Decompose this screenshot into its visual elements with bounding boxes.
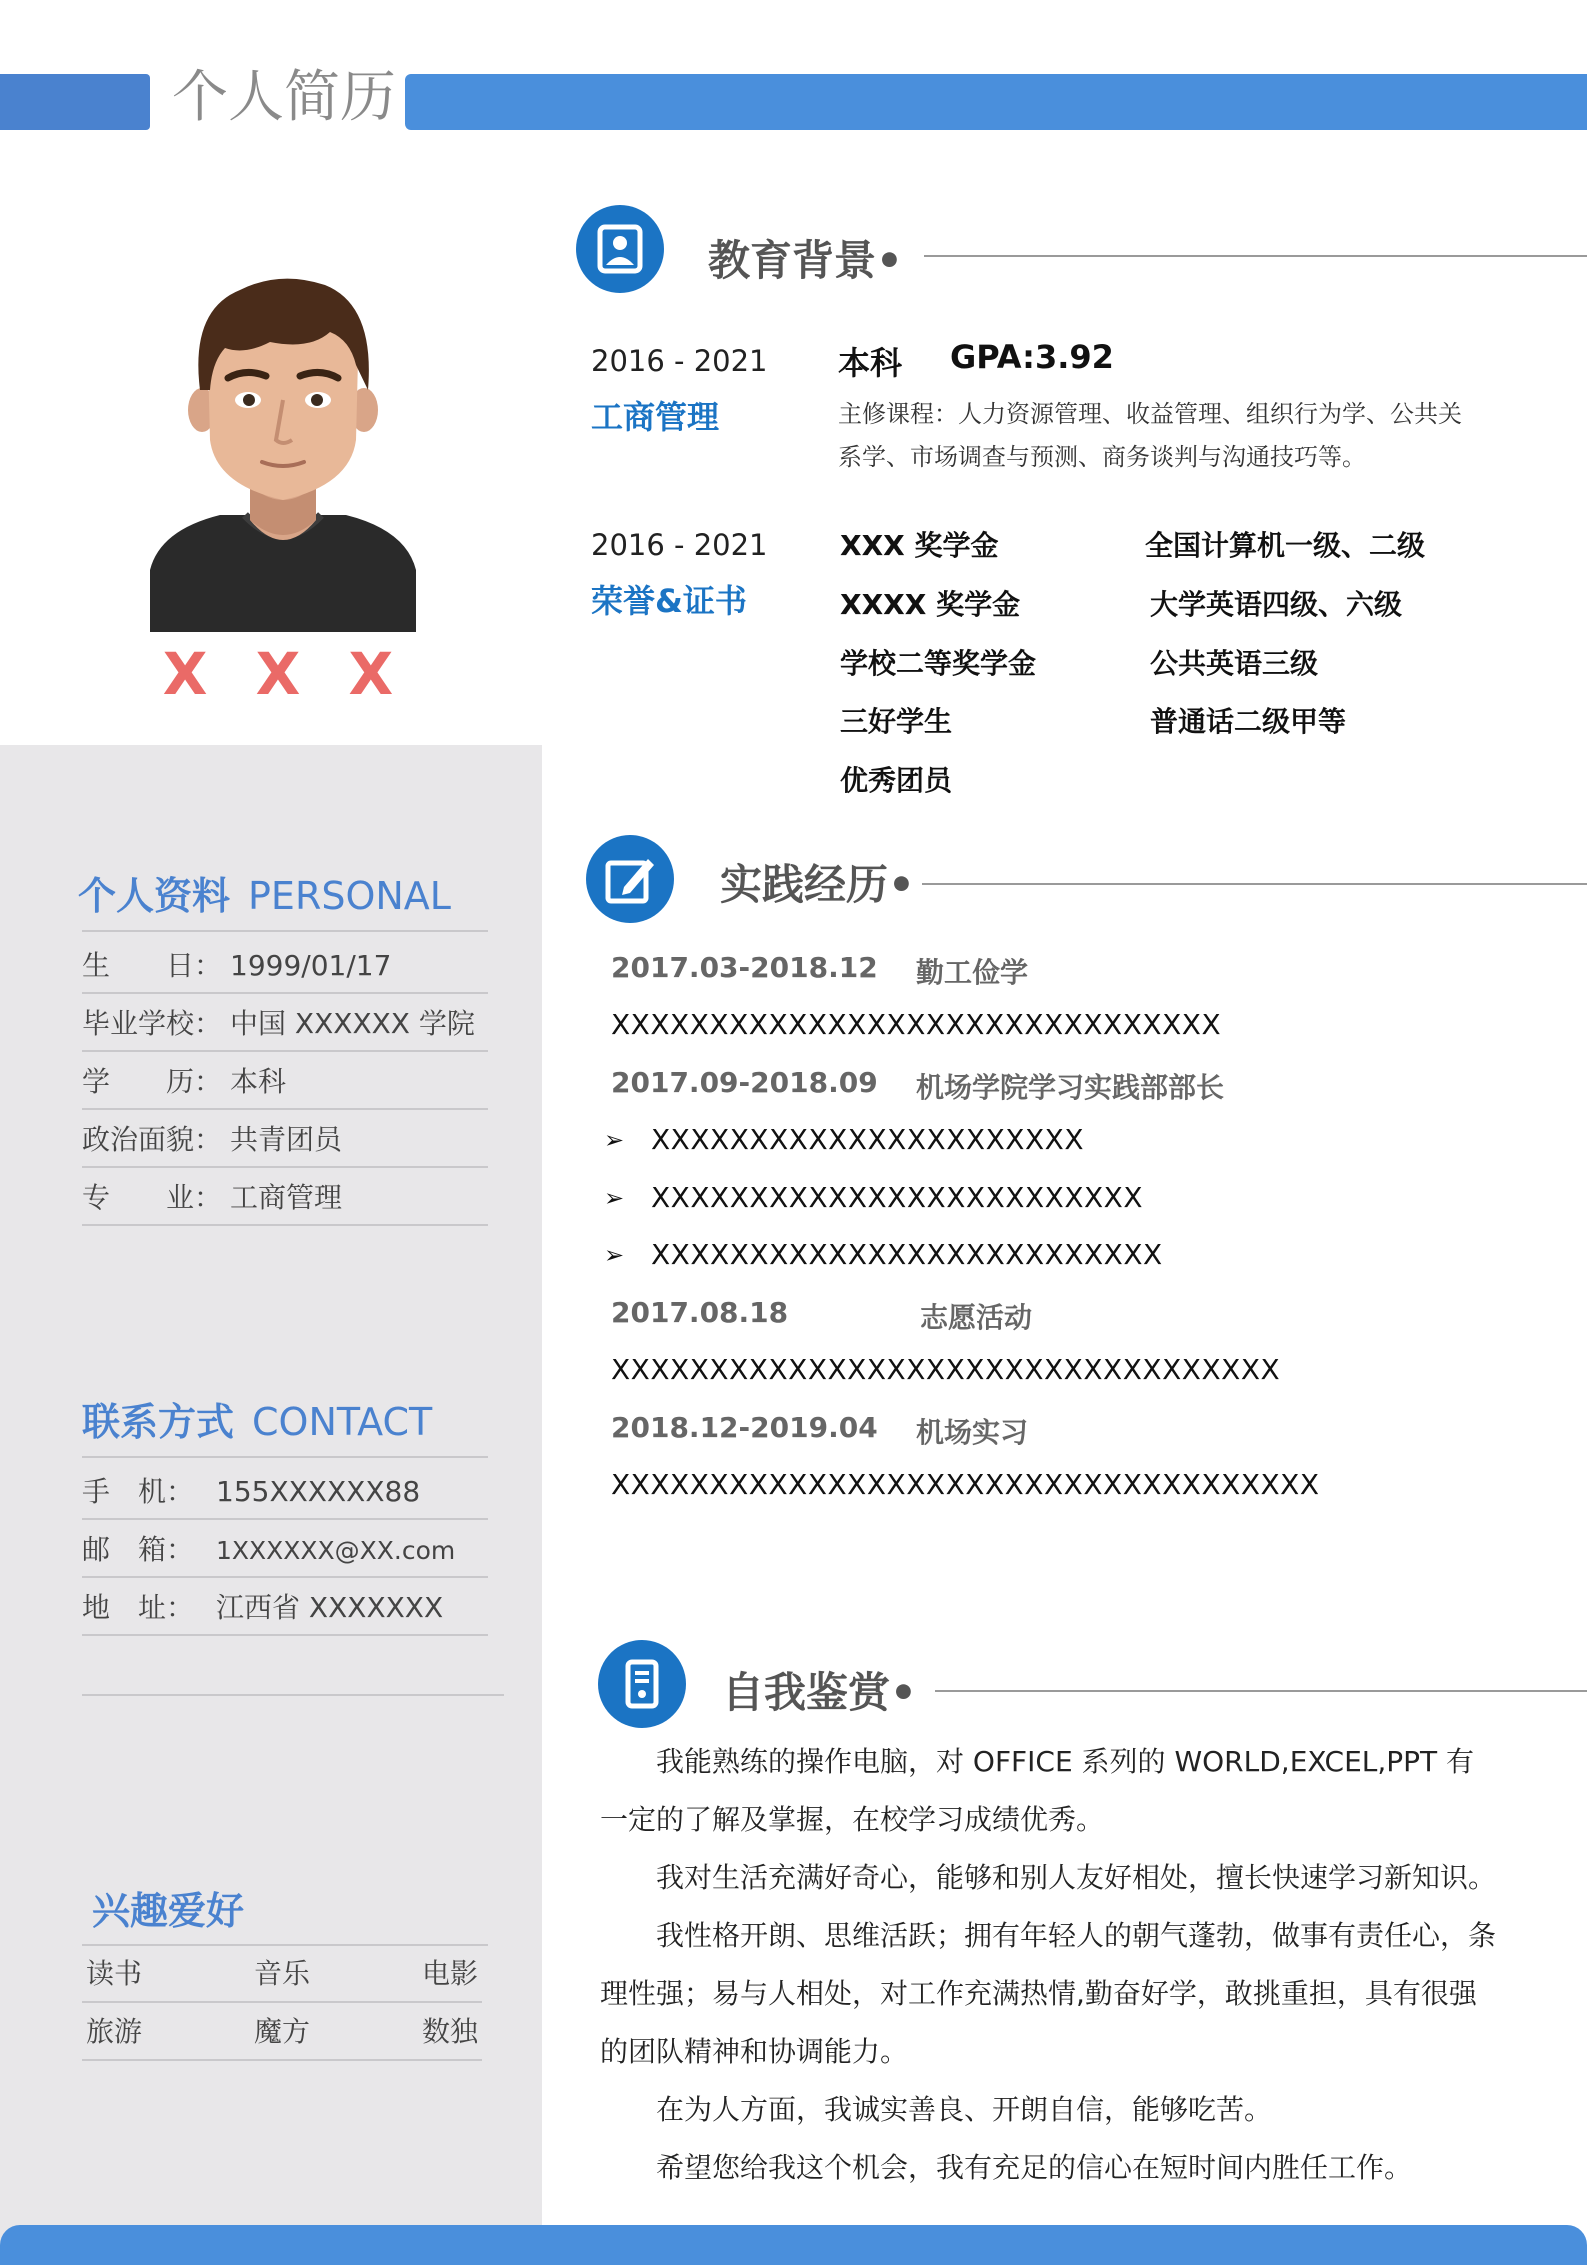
- edu-gpa: GPA:3.92: [950, 338, 1114, 376]
- exp-role: 机场实习: [916, 1416, 1029, 1449]
- row-label: 地 址：: [82, 1591, 195, 1624]
- exp-text: XXXXXXXXXXXXXXXXXXXXXXXXXXXXXXX: [611, 1008, 1222, 1041]
- header-right-bar: [405, 74, 1587, 130]
- row-label: 生 日：: [82, 949, 223, 982]
- exp-role: 机场学院学习实践部部长: [916, 1071, 1225, 1104]
- profile-name: X X X: [162, 640, 408, 708]
- self-paragraph: 希望您给我这个机会，我有充足的信心在短时间内胜任工作。: [656, 2151, 1413, 2184]
- exp-bullet-text: XXXXXXXXXXXXXXXXXXXXXX: [651, 1123, 1084, 1156]
- contact-row-email: [82, 1520, 488, 1578]
- self-paragraph: 在为人方面，我诚实善良、开朗自信，能够吃苦。: [656, 2093, 1273, 2126]
- hobby-row: [82, 1945, 482, 2003]
- bullet-arrow-icon: ➢: [604, 1184, 625, 1212]
- contact-section-title: [82, 1391, 432, 1446]
- education-title: 教育背景•: [708, 236, 903, 285]
- personal-row-major: [82, 1168, 488, 1226]
- exp-text: XXXXXXXXXXXXXXXXXXXXXXXXXXXXXXXXXX: [611, 1353, 1281, 1386]
- row-value: 1XXXXXX@XX.com: [216, 1536, 456, 1565]
- edit-pen-icon: [586, 835, 674, 923]
- hobby-section-title: 兴趣爱好: [92, 1889, 245, 1933]
- exp-date: 2017.03-2018.12: [611, 951, 878, 984]
- education-rule: [924, 255, 1587, 257]
- self-evaluation-text: [600, 1733, 1500, 2197]
- contact-row-phone: [82, 1462, 488, 1520]
- cert-item: 全国计算机一级、二级: [1145, 529, 1426, 562]
- footer-bar: [0, 2225, 1587, 2265]
- row-value: 共青团员: [230, 1123, 343, 1156]
- edu-degree: 本科: [838, 344, 903, 382]
- practice-rule: [922, 883, 1587, 885]
- hobby-item: 旅游: [86, 2015, 143, 2048]
- edu-major-label: 工商管理: [591, 398, 720, 436]
- award-item: 优秀团员: [840, 764, 953, 797]
- hobby-item: 数独: [421, 2015, 478, 2048]
- personal-title-en: PERSONAL: [248, 874, 451, 918]
- row-value: 江西省 XXXXXXX: [216, 1591, 444, 1624]
- page-title: 个人简历: [172, 65, 396, 130]
- exp-date: 2018.12-2019.04: [611, 1411, 878, 1444]
- avatar: [150, 270, 416, 632]
- cert-item: 公共英语三级: [1150, 647, 1319, 680]
- exp-date: 2017.08.18: [611, 1296, 789, 1329]
- exp-bullet-text: XXXXXXXXXXXXXXXXXXXXXXXXX: [651, 1181, 1144, 1214]
- self-paragraph: 我性格开朗、思维活跃；拥有年轻人的朝气蓬勃，做事有责任心，条理性强；易与人相处，对工作充满热情,勤奋好学，敢挑重担，具有很强的团队精神和协调能力。: [600, 1919, 1497, 2068]
- personal-row-education: [82, 1052, 488, 1110]
- document-icon: [598, 1640, 686, 1728]
- personal-row-political: [82, 1110, 488, 1168]
- contact-row-address: [82, 1578, 488, 1636]
- contact-divider: [82, 1456, 488, 1458]
- contact-bottom-divider: [82, 1694, 504, 1696]
- row-label: 专 业：: [82, 1181, 223, 1214]
- cert-item: 大学英语四级、六级: [1150, 588, 1403, 621]
- personal-title-cn: 个人资料: [78, 874, 231, 918]
- self-paragraph: 我能熟练的操作电脑，对 OFFICE 系列的 WORLD,EXCEL,PPT 有一定的了解及掌握，在校学习成绩优秀。: [600, 1745, 1475, 1836]
- row-label: 政治面貌：: [82, 1123, 223, 1156]
- contact-title-cn: 联系方式: [82, 1400, 235, 1444]
- practice-title: 实践经历•: [720, 860, 915, 909]
- row-label: 手 机：: [82, 1475, 195, 1508]
- exp-role: 勤工俭学: [916, 956, 1029, 989]
- exp-bullet-text: XXXXXXXXXXXXXXXXXXXXXXXXXX: [651, 1238, 1163, 1271]
- award-item: XXX 奖学金: [840, 529, 999, 562]
- bullet-arrow-icon: ➢: [604, 1126, 625, 1154]
- row-value: 中国 XXXXXX 学院: [230, 1007, 475, 1040]
- exp-text: XXXXXXXXXXXXXXXXXXXXXXXXXXXXXXXXXXXX: [611, 1468, 1320, 1501]
- edu-courses: 主修课程：人力资源管理、收益管理、组织行为学、公共关系学、市场调查与预测、商务谈判与沟通技巧等。: [838, 400, 1462, 471]
- hobby-item: 电影: [421, 1957, 478, 1990]
- personal-divider: [82, 930, 488, 932]
- award-item: 三好学生: [840, 705, 953, 738]
- award-item: XXXX 奖学金: [840, 588, 1021, 621]
- hobby-item: 魔方: [253, 2015, 310, 2048]
- row-value: 本科: [230, 1065, 287, 1098]
- personal-row-school: [82, 994, 488, 1052]
- hobby-item: 读书: [86, 1957, 143, 1990]
- award-item: 学校二等奖学金: [840, 647, 1037, 680]
- cert-item: 普通话二级甲等: [1150, 705, 1347, 738]
- avatar-illustration: [150, 270, 416, 632]
- row-value: 155XXXXXX88: [216, 1475, 421, 1508]
- honor-years: 2016 - 2021: [591, 528, 768, 562]
- exp-role: 志愿活动: [920, 1301, 1033, 1334]
- hobby-item: 音乐: [253, 1957, 310, 1990]
- bullet-arrow-icon: ➢: [604, 1241, 625, 1269]
- row-label: 学 历：: [82, 1065, 223, 1098]
- honor-label: 荣誉&证书: [591, 582, 747, 620]
- id-card-icon: [576, 205, 664, 293]
- row-value: 工商管理: [230, 1181, 343, 1214]
- row-value: 1999/01/17: [230, 949, 392, 982]
- personal-row-birthday: [82, 936, 488, 994]
- edu-years: 2016 - 2021: [591, 344, 768, 378]
- personal-section-title: [78, 865, 451, 920]
- contact-title-en: CONTACT: [252, 1400, 433, 1444]
- row-label: 毕业学校：: [82, 1007, 223, 1040]
- contact-list: [82, 1462, 488, 1636]
- header-left-bar: [0, 74, 150, 130]
- hobby-row: [82, 2003, 482, 2061]
- self-rule: [935, 1690, 1587, 1692]
- self-title: 自我鉴赏•: [722, 1668, 917, 1717]
- exp-date: 2017.09-2018.09: [611, 1066, 878, 1099]
- row-label: 邮 箱：: [82, 1533, 195, 1566]
- hobby-grid: [82, 1945, 482, 2061]
- self-paragraph: 我对生活充满好奇心，能够和别人友好相处，擅长快速学习新知识。: [656, 1861, 1497, 1894]
- personal-list: [82, 936, 488, 1226]
